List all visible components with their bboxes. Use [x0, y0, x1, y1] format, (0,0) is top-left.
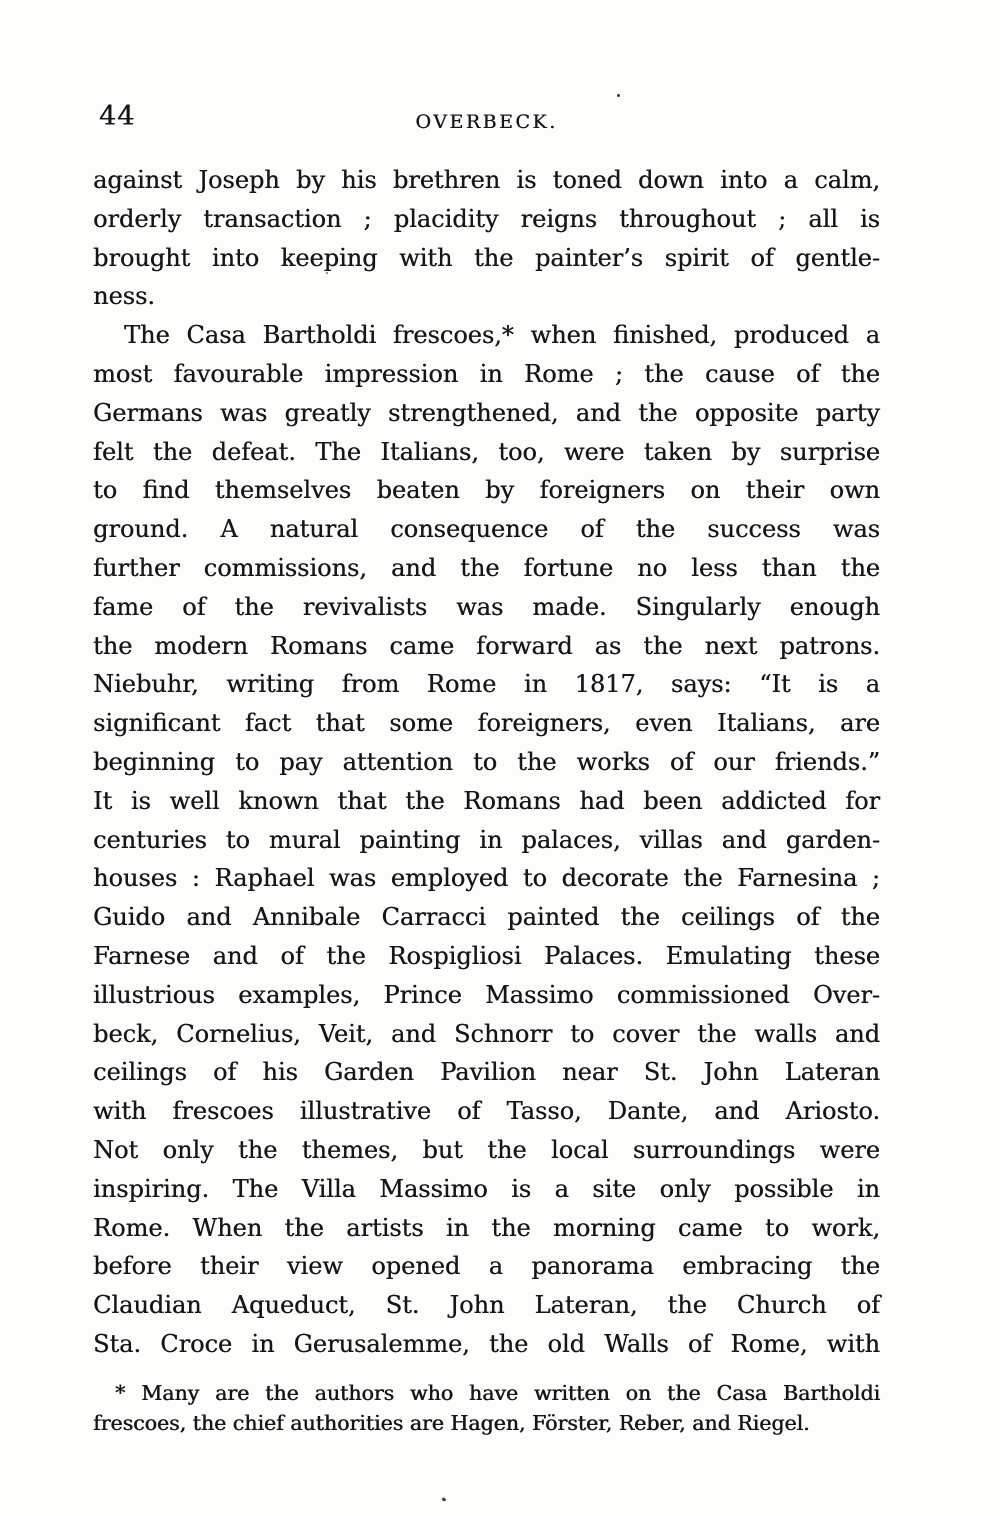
text-line: houses : Raphael was employed to decorate the Farnesina ; — [93, 864, 880, 893]
text-line: beck, Cornelius, Veit, and Schnorr to cover the walls and — [93, 1019, 880, 1048]
text-line: felt the defeat. The Italians, too, were taken by surprise — [93, 437, 880, 466]
page-header — [93, 100, 880, 140]
text-line: centuries to mural painting in palaces, villas and garden- — [93, 825, 880, 854]
footnote-line: frescoes, the chief authorities are Hagen, Förster, Reber, and Riegel. — [93, 1411, 810, 1435]
text-line: Guido and Annibale Carracci painted the ceilings of the — [93, 903, 880, 932]
text-line: illustrious examples, Prince Massimo commissioned Over- — [93, 980, 880, 1009]
text-line: ground. A natural consequence of the success was — [93, 515, 880, 544]
text-line: before their view opened a panorama embracing the — [93, 1252, 880, 1281]
footnote-line: * Many are the authors who have written on the Casa Bartholdi — [115, 1381, 880, 1405]
text-line: significant fact that some foreigners, even Italians, are — [93, 709, 880, 738]
scan-speck — [326, 272, 328, 274]
text-line: Rome. When the artists in the morning came to work, — [93, 1213, 880, 1242]
text-line: Not only the themes, but the local surroundings were — [93, 1135, 880, 1164]
scan-speck — [617, 94, 620, 97]
page-number: 44 — [99, 101, 136, 132]
text-line: most favourable impression in Rome ; the cause of the — [93, 359, 880, 388]
text-line: ceilings of his Garden Pavilion near St. John Lateran — [93, 1058, 880, 1087]
text-line: against Joseph by his brethren is toned down into a calm, — [93, 166, 880, 194]
text-line: fame of the revivalists was made. Singularly enough — [93, 592, 880, 621]
text-line: Claudian Aqueduct, St. John Lateran, the Church of — [93, 1291, 880, 1320]
text-line: beginning to pay attention to the works of our friends.” — [93, 747, 880, 776]
text-line: Farnese and of the Rospigliosi Palaces. Emulating these — [93, 941, 880, 970]
text-line: Sta. Croce in Gerusalemme, the old Walls of Rome, with — [93, 1329, 880, 1358]
text-line: with frescoes illustrative of Tasso, Dante, and Ariosto. — [93, 1097, 880, 1126]
body-text — [93, 161, 880, 1364]
text-line: brought into keeping with the painter’s spirit of gentle- — [93, 243, 880, 272]
running-header-title: OVERBECK. — [415, 111, 558, 133]
text-line: orderly transaction ; placidity reigns throughout ; all is — [93, 204, 880, 233]
text-line: the modern Romans came forward as the next patrons. — [93, 631, 880, 660]
text-line: It is well known that the Romans had been addicted for — [93, 786, 880, 815]
text-line: further commissions, and the fortune no less than the — [93, 553, 880, 582]
footnote — [93, 1378, 880, 1438]
text-line: inspiring. The Villa Massimo is a site only possible in — [93, 1174, 880, 1203]
text-line: ness. — [93, 282, 155, 311]
text-line: Niebuhr, writing from Rome in 1817, says: “It is a — [93, 670, 880, 699]
text-line: Germans was greatly strengthened, and the opposite party — [93, 398, 880, 427]
text-line: The Casa Bartholdi frescoes,* when finished, produced a — [124, 321, 880, 350]
text-line: to find themselves beaten by foreigners on their own — [93, 476, 880, 505]
scan-speck — [442, 1497, 447, 1502]
